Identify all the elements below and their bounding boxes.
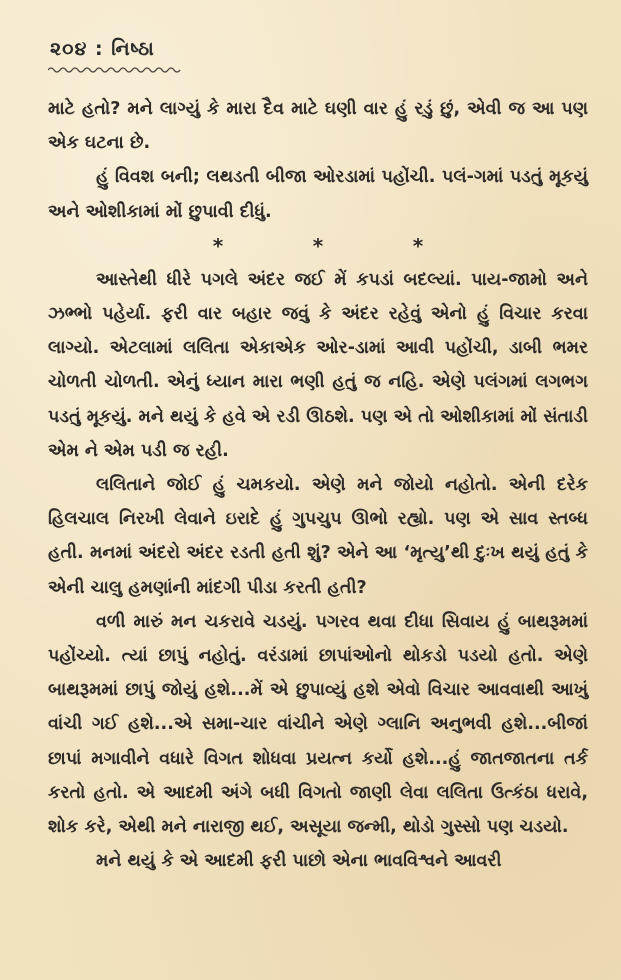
paragraph-3: આસ્તેથી ધીરે પગલે અંદર જઈ મેં કપડાં બદલ્યાં. પાય-જામો અને ઝભ્ભો પહેર્યા. ફરી વાર બહાર જવું કે અંદર રહેવું એનો હું વિચાર કરવા લાગ્યો. એટલામાં લલિતા એકાએક ઓર-ડામાં આવી પહોંચી, ડાબી ભમર ચોળતી ચોળતી. એનું ધ્યાન મારા ભણી હતું જ નહિ. એણે પલંગમાં લગભગ પડતું મૂકયું. મને થયું કે હવે એ રડી ઊઠશે. પણ એ તો ઓશીકામાં મોં સંતાડી એમ ને એમ પડી જ રહી. [48,269,588,461]
paragraph-2: હું વિવશ બની; લથડતી બીજા ઓરડામાં પહોંચી. પલં-ગમાં પડતું મૂકયું અને ઓશીકામાં મોં છુપાવી દીધું. [48,167,588,222]
paragraph-6: મને થયું કે એ આદમી ફરી પાછો એના ભાવવિશ્વને આવરી [96,851,502,872]
header-ornament [48,66,183,74]
paragraph-1: માટે હતો? મને લાગ્યું કે મારા દૈવ માટે ઘણી વાર હું રડું છું, એવી જ આ પણ એક ઘટના છે. [48,99,588,154]
separator-star: * [312,233,324,258]
separator-star: * [412,233,424,258]
paragraph-5: વળી મારું મન ચકરાવે ચડયું. પગરવ થવા દીધા સિવાય હું બાથરૂમમાં પહોંચ્યો. ત્યાં છાપું નહોતું. વરંડામાં છાપાંઓનો થોકડો પડયો હતો. એણે બાથરૂમમાં છાપું જોયું હશે...મેં એ છુપાવ્યું હશે એવો વિચાર આવવાથી આખું વાંચી ગઈ હશે...એ સમા-ચાર વાંચીને એણે ગ્લાનિ અનુભવી હશે...બીજાં છાપાં મગાવીને વધારે વિગત શોધવા પ્રયત્ન કર્યો હશે...હું જાતજાતના તર્ક કરતો હતો. એ આદમી અંગે બધી વિગતો જાણી લેવા લલિતા ઉત્કંઠા ધરાવે, શોક કરે, એથી મને નારાજી થઈ, અસૂયા જન્મી, થોડો ગુસ્સો પણ ચડયો. [48,611,588,838]
page-header: ૨૦૪ : નિષ્ઠા [50,38,155,60]
section-separator [168,229,468,263]
paragraph-4: લલિતાને જોઈ હું ચમકયો. એણે મને જોયો નહોતો. એની દરેક હિલચાલ નિરખી લેવાને ઇરાદે હું ગુપચુપ ઊભો રહ્યો. પણ એ સાવ સ્તબ્ધ હતી. મનમાં અંદરો અંદર રડતી હતી શું? એને આ ‘મૃત્યુ’થી દુઃખ થયું હતું કે એની ચાલુ હમણાંની માંદગી પીડા કરતી હતી? [48,475,588,598]
separator-star: * [212,233,224,258]
page-body [48,92,588,878]
